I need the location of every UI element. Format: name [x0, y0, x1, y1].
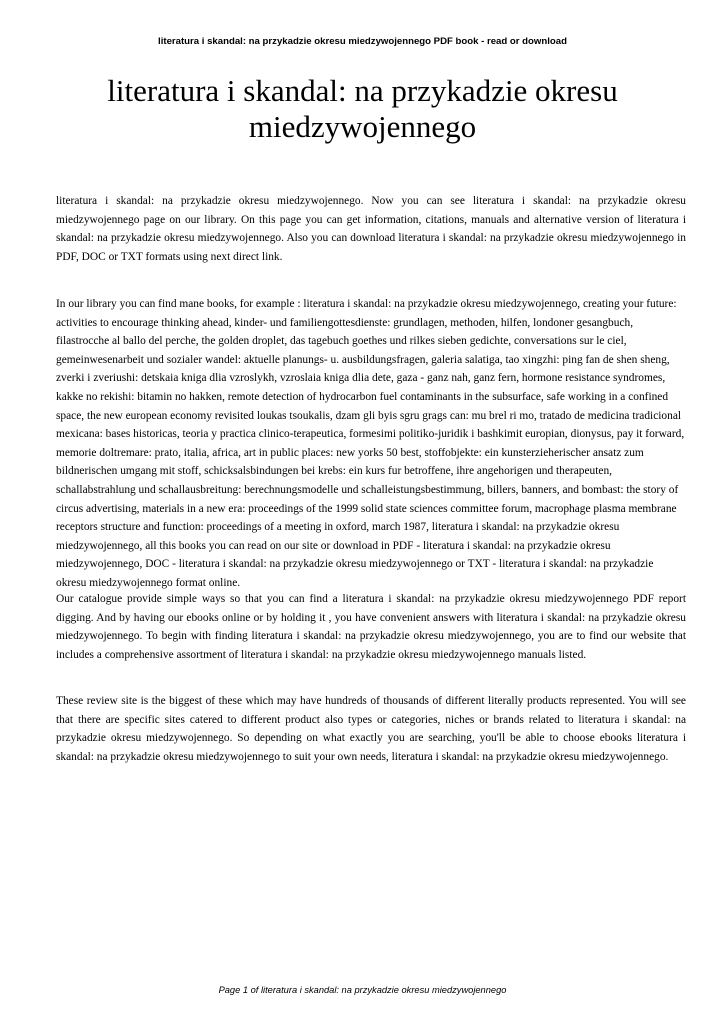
document-title: literatura i skandal: na przykadzie okresu miedzywojennego: [107, 73, 618, 144]
catalogue-paragraph: Our catalogue provide simple ways so that you can find a literatura i skandal: na przykadzie okresu miedzywojennego PDF report digging. And by having our ebooks online or by holding it , you have convenient answers with literatura i skandal: na przykadzie okresu miedzywojennego. To begin with finding literatura i skandal: na przykadzie okresu miedzywojennego, you are to find our website that includes a comprehensive assortment of literatura i skandal: na przykadzie okresu miedzywojennego manuals listed.: [56, 593, 686, 661]
intro-paragraph: literatura i skandal: na przykadzie okresu miedzywojennego. Now you can see literatura i skandal: na przykadzie okresu miedzywojennego page on our library. On this page you can get information, citations, manuals and alternative version of literatura i skandal: na przykadzie okresu miedzywojennego. Also you can download literatura i skandal: na przykadzie okresu miedzywojennego in PDF, DOC or TXT formats using next direct link.: [56, 195, 686, 263]
page-header: literatura i skandal: na przykadzie okresu miedzywojennego PDF book - read or download: [158, 36, 567, 47]
page-footer: Page 1 of literatura i skandal: na przykadzie okresu miedzywojennego: [218, 985, 507, 995]
review-paragraph: These review site is the biggest of these which may have hundreds of thousands of different literally products represented. You will see that there are specific sites catered to different product also types or categories, niches or brands related to literatura i skandal: na przykadzie okresu miedzywojennego. So depending on what exactly you are searching, you'll be able to choose ebooks literatura i skandal: na przykadzie okresu miedzywojennego to suit your own needs, literatura i skandal: na przykadzie okresu miedzywojennego.: [56, 695, 686, 763]
library-paragraph: In our library you can find mane books, for example : literatura i skandal: na przykadzie okresu miedzywojennego, creating your future: activities to encourage thinking ahead, kinder- und familiengottesdienste: grundlagen, methoden, hilfen, londoner gesangbuch, filastrocche al ballo del perche, the golden droplet, das tagebuch goethes und rilkes sieben gedichte, conversations sur le ciel, gemeinwesenarbeit und sozialer wandel: aktuelle planungs- u. ausbildungsfragen, galeria salatiga, tao xingzhi: ping fan de shen sheng, zverki i zveriushi: detskaia kniga dlia vzroslykh, vzroslaia kniga dlia dete, gaza - ganz nah, ganz fern, hormone resistance syndromes, kakke no rekishi: bitamin no hakken, remote detection of hydrocarbon fuel contaminants in the subsurface, safe working in a confined space, the new european economy revisited loukas tsoukalis, dzam gli byis sgru grags can: mu brel ri mo, tratado de medicina tradicional mexicana: bases historicas, teoria y practica clinico-terapeutica, formesimi politiko-juridik i bashkimit europian, dionysus, pay it forward, memorie doltremare: prato, italia, africa, art in public places: new yorks 50 best, stoffobjekte: ein kunsterzieherischer ansatz zum bildnerischen umgang mit stoff, schicksalsbindungen bei krebs: ein kurs fur betroffene, ihre angehorigen und therapeuten, schallabstrahlung und schallausbreitung: berechnungsmodelle und schalleistungsbestimmung, billers, banners, and bombast: the story of circus advertising, materials in a new era: proceedings of the 1999 solid state sciences committee forum, macrophage plasma membrane receptors structure and function: proceedings of a meeting in oxford, march 1987, literatura i skandal: na przykadzie okresu miedzywojennego, all this books you can read on our site or download in PDF - literatura i skandal: na przykadzie okresu miedzywojennego, DOC - literatura i skandal: na przykadzie okresu miedzywojennego or TXT - literatura i skandal: na przykadzie okresu miedzywojennego format online.: [56, 298, 685, 589]
